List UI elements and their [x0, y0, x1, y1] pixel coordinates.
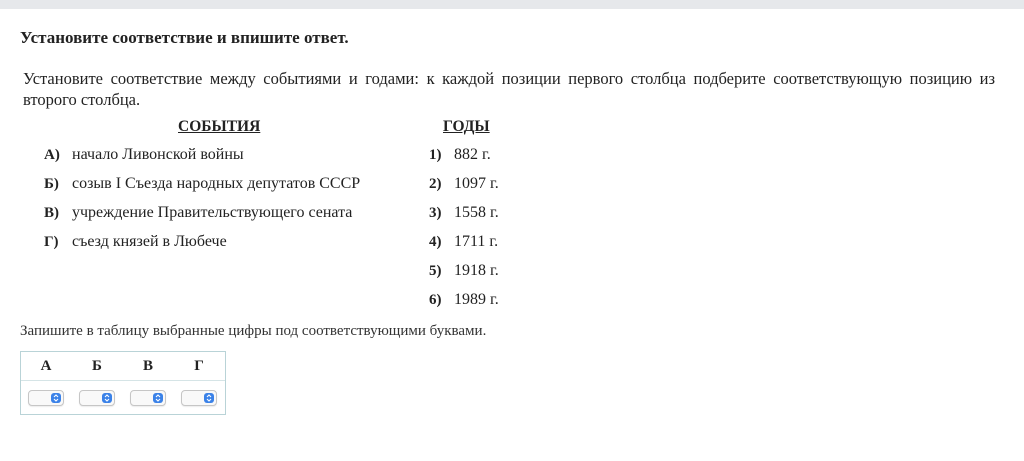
answer-table [20, 351, 226, 415]
answer-table-header [21, 352, 225, 381]
year-number: 4) [429, 234, 442, 250]
select-arrows-icon [153, 393, 163, 403]
select-arrows-icon [204, 393, 214, 403]
task-title: Установите соответствие и впишите ответ. [20, 28, 349, 47]
event-item-a [44, 146, 244, 164]
answer-select-g[interactable] [181, 390, 217, 406]
answer-instruction: Запишите в таблицу выбранные цифры под соответствующими буквами. [20, 323, 487, 339]
event-letter: Б) [44, 176, 59, 192]
task-instruction: Установите соответствие между событиями и годами: к каждой позиции первого столбца подберите соответствующую позицию из второго столбца. [23, 69, 995, 109]
year-text: 1918 г. [454, 262, 499, 279]
year-item-5 [429, 262, 499, 280]
events-column-header: СОБЫТИЯ [178, 118, 261, 135]
top-bar [0, 0, 1024, 9]
year-item-2 [429, 175, 499, 193]
answer-column-b: Б [92, 358, 102, 374]
year-item-3 [429, 204, 499, 222]
year-item-4 [429, 233, 498, 251]
select-arrows-icon [51, 393, 61, 403]
event-letter: А) [44, 147, 60, 163]
answer-column-v: В [142, 358, 153, 374]
year-number: 1) [429, 147, 442, 163]
year-item-1 [429, 146, 491, 164]
select-arrows-icon [102, 393, 112, 403]
event-text: съезд князей в Любече [72, 233, 227, 250]
year-text: 1711 г. [454, 233, 499, 250]
event-text: учреждение Правительствующего сената [72, 204, 353, 221]
answer-select-a[interactable] [28, 390, 64, 406]
event-text: созыв I Съезда народных депутатов СССР [72, 175, 361, 192]
year-text: 1558 г. [454, 204, 499, 221]
year-number: 3) [429, 205, 442, 221]
year-text: 882 г. [454, 146, 491, 163]
year-text: 1989 г. [454, 291, 499, 308]
years-column-header: ГОДЫ [443, 118, 490, 135]
event-item-g [44, 233, 227, 251]
event-text: начало Ливонской войны [72, 146, 244, 163]
answer-column-g: Г [194, 358, 204, 374]
event-item-v [44, 204, 352, 222]
event-letter: В) [44, 205, 59, 221]
year-number: 5) [429, 263, 442, 279]
year-number: 6) [429, 292, 442, 308]
answer-column-a: А [40, 358, 52, 374]
event-item-b [44, 175, 360, 193]
event-letter: Г) [44, 234, 59, 250]
answer-select-b[interactable] [79, 390, 115, 406]
year-number: 2) [429, 176, 442, 192]
year-text: 1097 г. [454, 175, 499, 192]
answer-select-v[interactable] [130, 390, 166, 406]
year-item-6 [429, 291, 499, 309]
